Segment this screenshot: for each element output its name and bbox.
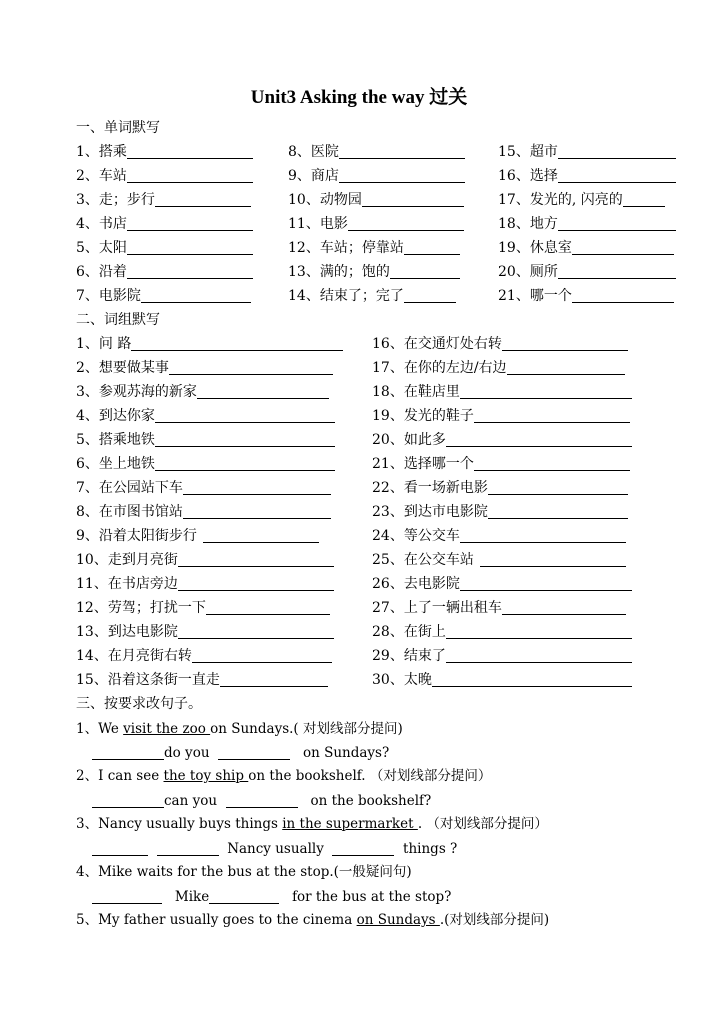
- phrase-item: 1、问 路: [76, 333, 343, 355]
- answer-line-3: Nancy usually things ?: [92, 838, 457, 860]
- answer-line-2: can you on the bookshelf?: [92, 790, 431, 812]
- word-item: 8、医院: [288, 141, 465, 163]
- word-item: 3、走；步行: [76, 189, 251, 211]
- phrase-item: 20、如此多: [372, 429, 632, 451]
- word-item: 2、车站: [76, 165, 253, 187]
- section-heading-phrases: 二、词组默写: [76, 312, 160, 328]
- phrase-item: 26、去电影院: [372, 573, 632, 595]
- phrase-item: 27、上了一辆出租车: [372, 597, 626, 619]
- phrase-item: 6、坐上地铁: [76, 453, 335, 475]
- phrase-item: 10、走到月亮街: [76, 549, 334, 571]
- word-item: 21、哪一个: [498, 285, 674, 307]
- sentence-question-5: 5、My father usually goes to the cinema on Sundays .(对划线部分提问): [76, 912, 550, 928]
- phrase-item: 17、在你的左边/右边: [372, 357, 625, 379]
- phrase-item: 23、到达市电影院: [372, 501, 628, 523]
- phrase-item: 5、搭乘地铁: [76, 429, 335, 451]
- phrase-item: 14、在月亮街右转: [76, 645, 332, 667]
- word-item: 13、满的；饱的: [288, 261, 460, 283]
- word-item: 7、电影院: [76, 285, 251, 307]
- phrase-item: 7、在公园站下车: [76, 477, 331, 499]
- phrase-item: 28、在街上: [372, 621, 632, 643]
- word-item: 4、书店: [76, 213, 253, 235]
- word-item: 19、休息室: [498, 237, 674, 259]
- phrase-item: 3、参观苏海的新家: [76, 381, 329, 403]
- phrase-item: 29、结束了: [372, 645, 632, 667]
- phrase-item: 16、在交通灯处右转: [372, 333, 628, 355]
- word-item: 5、太阳: [76, 237, 253, 259]
- word-item: 14、结束了；完了: [288, 285, 456, 307]
- word-item: 1、搭乘: [76, 141, 253, 163]
- phrase-item: 9、沿着太阳街步行: [76, 525, 319, 547]
- phrase-item: 8、在市图书馆站: [76, 501, 331, 523]
- phrase-item: 2、想要做某事: [76, 357, 333, 379]
- phrase-item: 12、劳驾；打扰一下: [76, 597, 330, 619]
- phrase-item: 4、到达你家: [76, 405, 335, 427]
- answer-line-1: do you on Sundays?: [92, 742, 389, 764]
- word-item: 12、车站；停靠站: [288, 237, 460, 259]
- phrase-item: 18、在鞋店里: [372, 381, 632, 403]
- phrase-item: 24、等公交车: [372, 525, 626, 547]
- page-title: Unit3 Asking the way 过关: [250, 87, 468, 108]
- phrase-item: 15、沿着这条街一直走: [76, 669, 328, 691]
- phrase-item: 25、在公交车站: [372, 549, 626, 571]
- phrase-item: 30、太晚: [372, 669, 632, 691]
- phrase-item: 13、到达电影院: [76, 621, 334, 643]
- word-item: 10、动物园: [288, 189, 464, 211]
- phrase-item: 22、看一场新电影: [372, 477, 628, 499]
- sentence-question-4: 4、Mike waits for the bus at the stop.(一般疑问句): [76, 864, 412, 880]
- word-item: 18、地方: [498, 213, 676, 235]
- word-item: 9、商店: [288, 165, 465, 187]
- word-item: 6、沿着: [76, 261, 253, 283]
- sentence-question-1: 1、We visit the zoo on Sundays.( 对划线部分提问): [76, 721, 403, 737]
- phrase-item: 11、在书店旁边: [76, 573, 334, 595]
- phrase-item: 19、发光的鞋子: [372, 405, 630, 427]
- word-item: 17、发光的, 闪亮的: [498, 189, 665, 211]
- word-item: 15、超市: [498, 141, 676, 163]
- word-item: 16、选择: [498, 165, 676, 187]
- sentence-question-3: 3、Nancy usually buys things in the supermarket . （对划线部分提问）: [76, 816, 548, 832]
- section-heading-sentences: 三、按要求改句子。: [76, 696, 202, 712]
- section-heading-words: 一、单词默写: [76, 120, 160, 136]
- sentence-question-2: 2、I can see the toy ship on the bookshelf. （对划线部分提问）: [76, 768, 492, 784]
- word-item: 11、电影: [288, 213, 464, 235]
- phrase-item: 21、选择哪一个: [372, 453, 630, 475]
- answer-line-4: Mike for the bus at the stop?: [92, 886, 451, 908]
- word-item: 20、厕所: [498, 261, 676, 283]
